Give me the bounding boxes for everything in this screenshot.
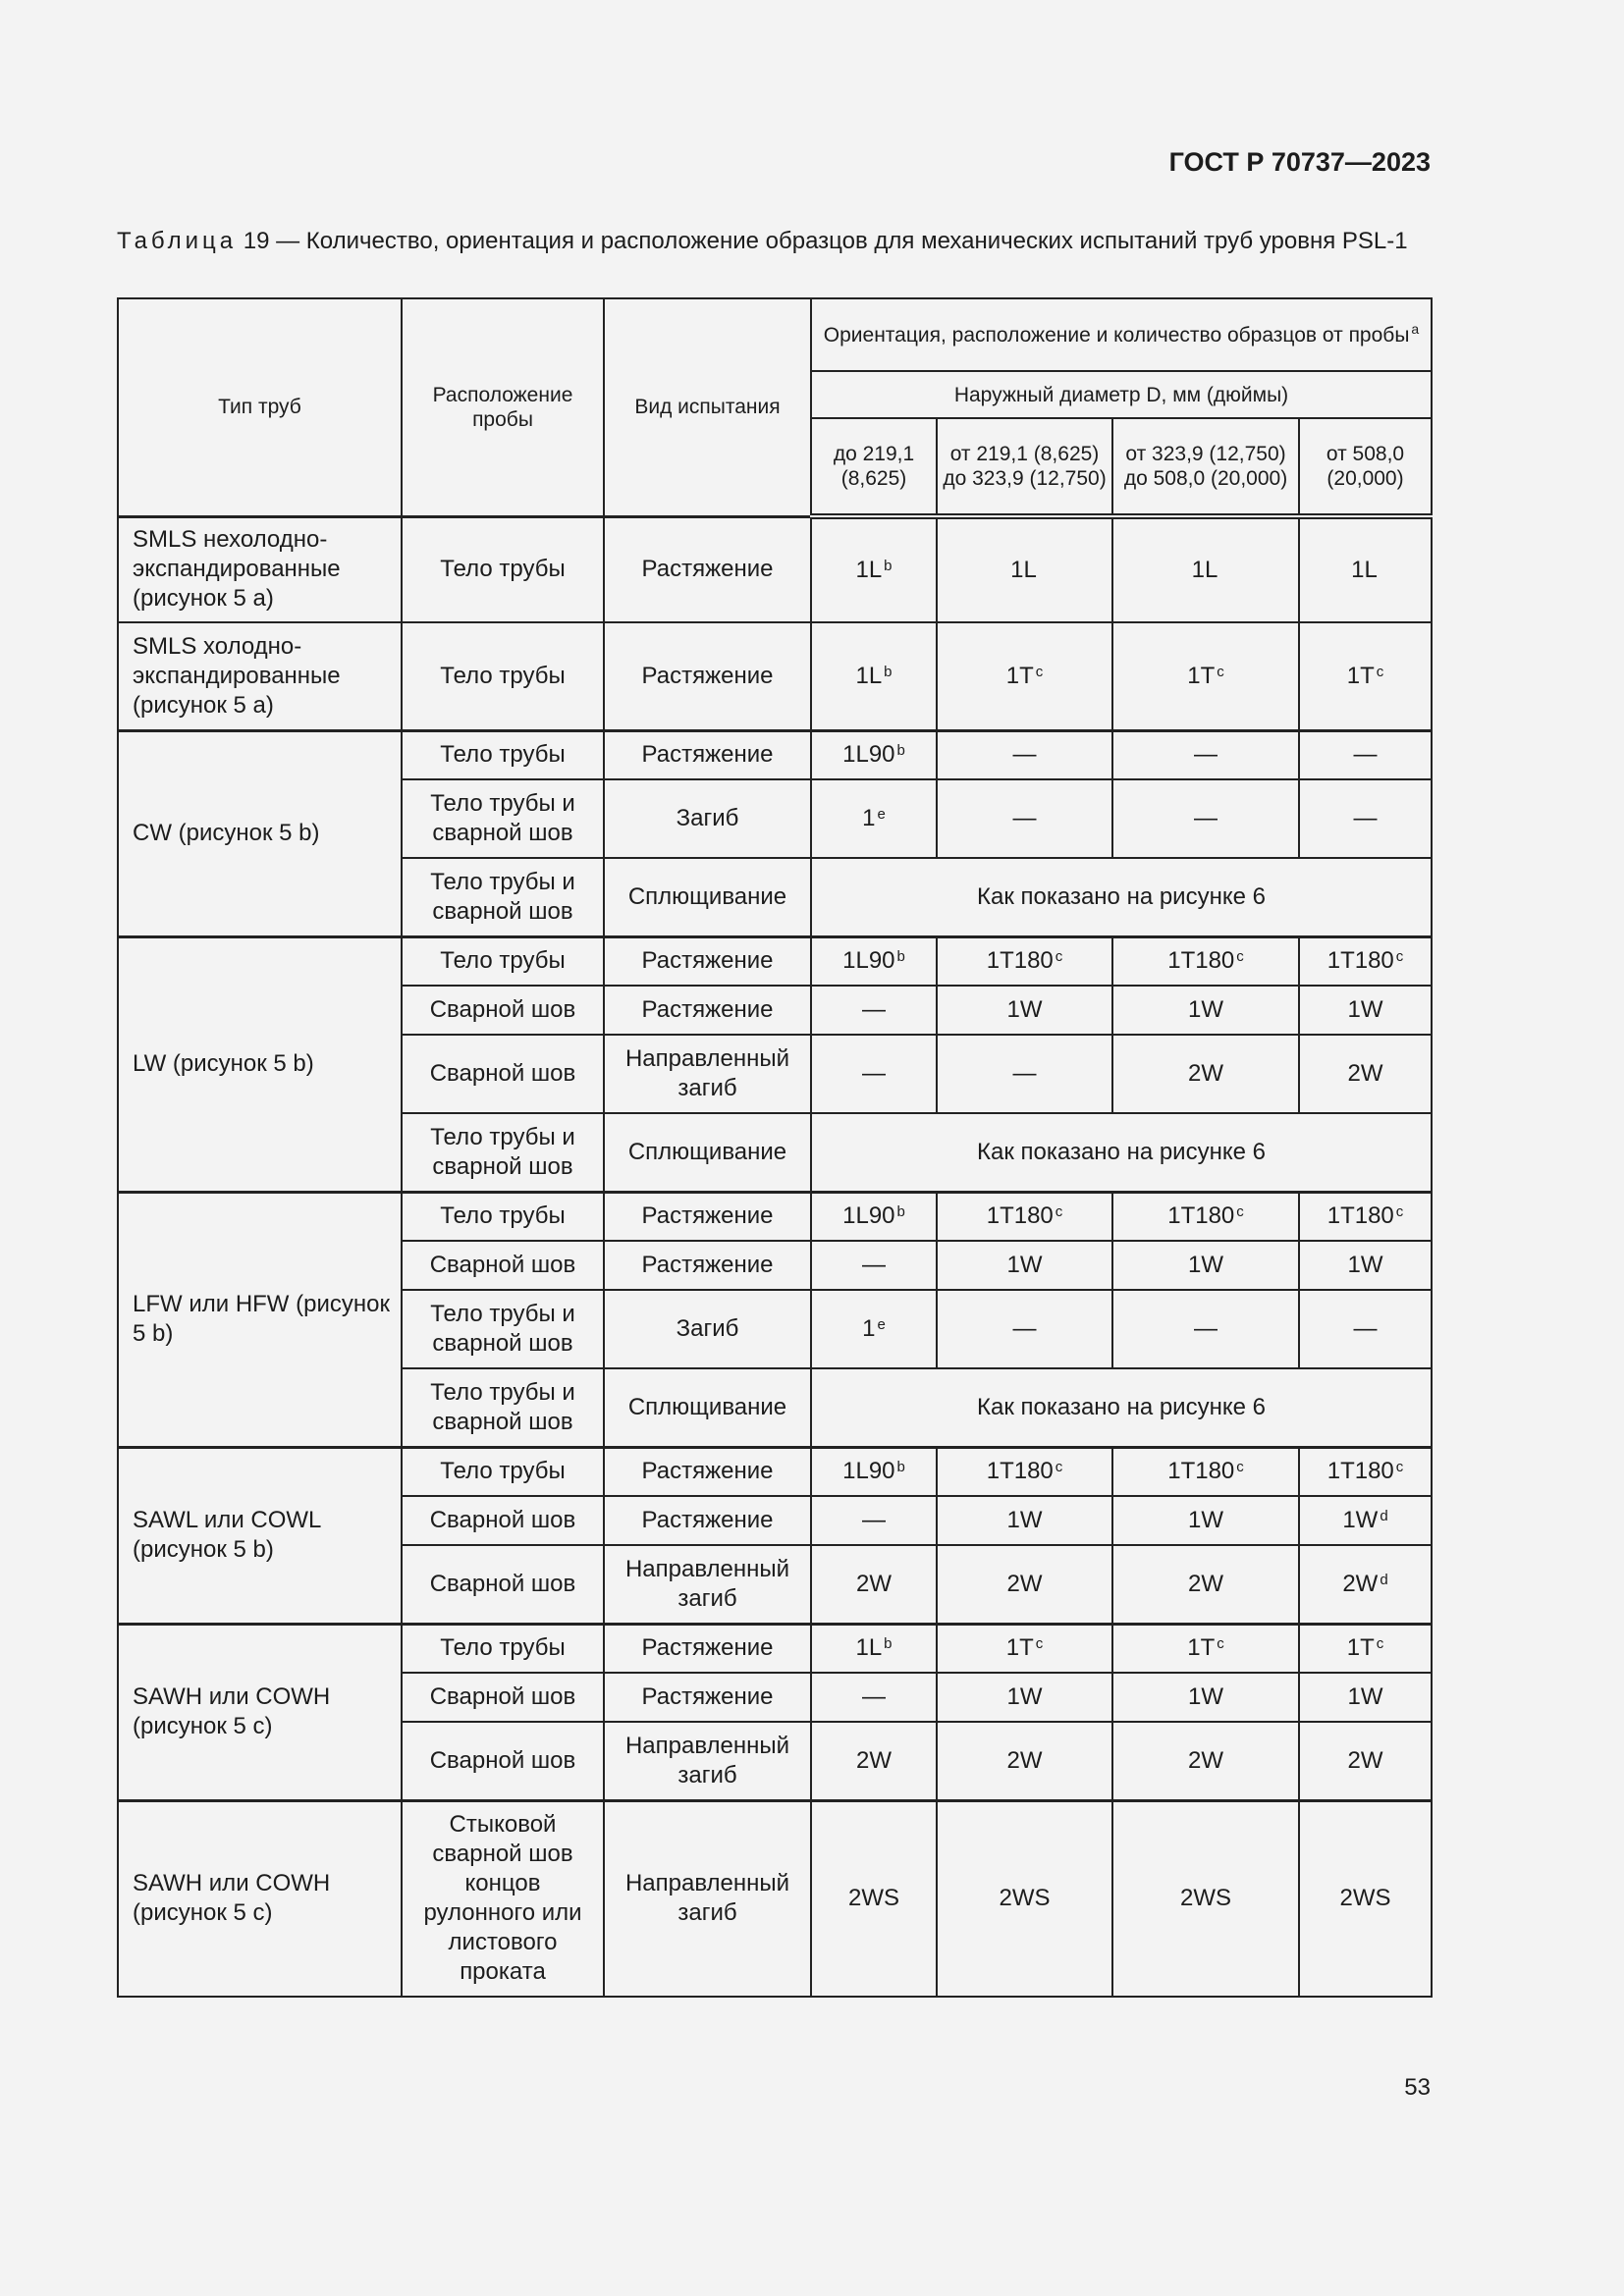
header-diameter-1: до 219,1 (8,625) xyxy=(811,418,937,516)
location-cell: Тело трубы и сварной шов xyxy=(402,1113,604,1192)
value-cell: — xyxy=(1299,730,1432,779)
test-cell: Направленный загиб xyxy=(604,1545,811,1624)
value-cell: — xyxy=(811,1241,937,1290)
table-row xyxy=(118,1192,1432,1241)
value-cell: 1W xyxy=(1112,1241,1299,1290)
value-cell: 2W xyxy=(1112,1722,1299,1800)
value-cell: 1L90 $^b$ xyxy=(811,730,937,779)
value-cell: — xyxy=(1299,1290,1432,1368)
pipe-type-cell: CW (рисунок 5 b) xyxy=(118,730,402,936)
merged-value-cell: Как показано на рисунке 6 xyxy=(811,1368,1432,1447)
test-cell: Направленный загиб xyxy=(604,1800,811,1997)
pipe-type-cell: SAWH или COWH (рисунок 5 c) xyxy=(118,1800,402,1997)
pipe-type-cell: SAWH или COWH (рисунок 5 c) xyxy=(118,1624,402,1800)
merged-value-cell: Как показано на рисунке 6 xyxy=(811,1113,1432,1192)
merged-value-cell: Как показано на рисунке 6 xyxy=(811,858,1432,936)
pipe-type-cell: LW (рисунок 5 b) xyxy=(118,936,402,1192)
value-cell: 1W xyxy=(1299,1673,1432,1722)
header-pipe-type: Тип труб xyxy=(118,298,402,516)
test-cell: Сплющивание xyxy=(604,1113,811,1192)
value-cell: 1T180 $^c$ xyxy=(1112,936,1299,986)
value-cell: — xyxy=(937,1290,1112,1368)
location-cell: Тело трубы xyxy=(402,936,604,986)
table-row xyxy=(118,1447,1432,1496)
header-orientation-text: Ориентация, расположение и количество образцов от пробы xyxy=(823,323,1410,347)
header-diameter-4: от 508,0 (20,000) xyxy=(1299,418,1432,516)
value-cell: 1T $^c$ xyxy=(937,622,1112,730)
value-cell: 2WS xyxy=(937,1800,1112,1997)
value-cell: 1T180 $^c$ xyxy=(937,1447,1112,1496)
table-row xyxy=(118,730,1432,779)
pipe-type-cell: SMLS холодно-экспандированные (рисунок 5 a) xyxy=(118,622,402,730)
value-cell: 2W xyxy=(937,1722,1112,1800)
test-cell: Растяжение xyxy=(604,1624,811,1673)
value-cell: — xyxy=(1112,730,1299,779)
value-cell: 2W xyxy=(811,1722,937,1800)
header-orientation xyxy=(811,298,1432,371)
location-cell: Сварной шов xyxy=(402,1035,604,1113)
value-cell: — xyxy=(811,1496,937,1545)
header-diameter-3: от 323,9 (12,750) до 508,0 (20,000) xyxy=(1112,418,1299,516)
sample-table xyxy=(117,297,1433,1998)
value-cell: 1L xyxy=(1299,516,1432,622)
value-cell: 2W xyxy=(811,1545,937,1624)
value-cell: 1L xyxy=(1112,516,1299,622)
value-cell: — xyxy=(1299,779,1432,858)
value-cell: 1L90 $^b$ xyxy=(811,1192,937,1241)
table-caption xyxy=(117,226,1431,256)
location-cell: Тело трубы и сварной шов xyxy=(402,1290,604,1368)
value-cell: 1W xyxy=(1299,986,1432,1035)
test-cell: Направленный загиб xyxy=(604,1035,811,1113)
test-cell: Растяжение xyxy=(604,986,811,1035)
location-cell: Тело трубы xyxy=(402,622,604,730)
value-cell: 2W $^d$ xyxy=(1299,1545,1432,1624)
test-cell: Растяжение xyxy=(604,1192,811,1241)
value-cell: 1T180 $^c$ xyxy=(937,1192,1112,1241)
value-cell: 1T $^c$ xyxy=(1112,622,1299,730)
value-cell: — xyxy=(811,1035,937,1113)
location-cell: Тело трубы и сварной шов xyxy=(402,858,604,936)
value-cell: 1L $^b$ xyxy=(811,1624,937,1673)
header-sample-location: Расположение пробы xyxy=(402,298,604,516)
table-row xyxy=(118,936,1432,986)
location-cell: Сварной шов xyxy=(402,986,604,1035)
value-cell: 1T $^c$ xyxy=(1112,1624,1299,1673)
test-cell: Загиб xyxy=(604,779,811,858)
test-cell: Загиб xyxy=(604,1290,811,1368)
location-cell: Тело трубы xyxy=(402,1447,604,1496)
value-cell: 1W xyxy=(937,986,1112,1035)
value-cell: 1T $^c$ xyxy=(937,1624,1112,1673)
test-cell: Растяжение xyxy=(604,1241,811,1290)
test-cell: Растяжение xyxy=(604,730,811,779)
value-cell: — xyxy=(937,779,1112,858)
value-cell: — xyxy=(937,1035,1112,1113)
value-cell: — xyxy=(811,1673,937,1722)
test-cell: Растяжение xyxy=(604,622,811,730)
table-row xyxy=(118,622,1432,730)
location-cell: Тело трубы xyxy=(402,1624,604,1673)
value-cell: 1L90 $^b$ xyxy=(811,1447,937,1496)
test-cell: Направленный загиб xyxy=(604,1722,811,1800)
pipe-type-cell: LFW или HFW (рисунок 5 b) xyxy=(118,1192,402,1447)
value-cell: 2WS xyxy=(811,1800,937,1997)
location-cell: Сварной шов xyxy=(402,1722,604,1800)
value-cell: 2WS xyxy=(1299,1800,1432,1997)
value-cell: 1W xyxy=(1299,1241,1432,1290)
value-cell: 2W xyxy=(1112,1545,1299,1624)
pipe-type-cell: SMLS нехолодно-экспандированные (рисунок 5 a) xyxy=(118,516,402,622)
value-cell: 2WS xyxy=(1112,1800,1299,1997)
document-code: ГОСТ Р 70737—2023 xyxy=(1168,147,1431,177)
location-cell: Тело трубы и сварной шов xyxy=(402,1368,604,1447)
value-cell: 1L $^b$ xyxy=(811,622,937,730)
value-cell: 1T180 $^c$ xyxy=(1299,1447,1432,1496)
test-cell: Растяжение xyxy=(604,1496,811,1545)
location-cell: Тело трубы xyxy=(402,1192,604,1241)
pipe-type-cell: SAWL или COWL (рисунок 5 b) xyxy=(118,1447,402,1624)
value-cell: 2W xyxy=(937,1545,1112,1624)
value-cell: 1T $^c$ xyxy=(1299,622,1432,730)
value-cell: 1T180 $^c$ xyxy=(1299,936,1432,986)
value-cell: 2W xyxy=(1112,1035,1299,1113)
caption-text: 19 — Количество, ориентация и расположение образцов для механических испытаний труб уровня PSL-1 xyxy=(237,228,1408,254)
value-cell: 1L xyxy=(937,516,1112,622)
value-cell: — xyxy=(937,730,1112,779)
table-row xyxy=(118,1624,1432,1673)
test-cell: Растяжение xyxy=(604,1673,811,1722)
header-diameter-2: от 219,1 (8,625) до 323,9 (12,750) xyxy=(937,418,1112,516)
caption-prefix: Таблица xyxy=(117,228,238,254)
test-cell: Сплющивание xyxy=(604,858,811,936)
value-cell: 1L $^b$ xyxy=(811,516,937,622)
location-cell: Стыковой сварной шов концов рулонного или листового проката xyxy=(402,1800,604,1997)
location-cell: Тело трубы и сварной шов xyxy=(402,779,604,858)
value-cell: 1T180 $^c$ xyxy=(1299,1192,1432,1241)
test-cell: Растяжение xyxy=(604,936,811,986)
value-cell: 1L90 $^b$ xyxy=(811,936,937,986)
page-number: 53 xyxy=(1404,2074,1431,2101)
location-cell: Тело трубы xyxy=(402,730,604,779)
value-cell: 1W xyxy=(1112,1496,1299,1545)
test-cell: Сплющивание xyxy=(604,1368,811,1447)
test-cell: Растяжение xyxy=(604,1447,811,1496)
value-cell: 1W $^d$ xyxy=(1299,1496,1432,1545)
footnote-a: a xyxy=(1411,320,1420,337)
header-test-type: Вид испытания xyxy=(604,298,811,516)
value-cell: — xyxy=(1112,1290,1299,1368)
value-cell: 1T $^c$ xyxy=(1299,1624,1432,1673)
value-cell: 1W xyxy=(1112,1673,1299,1722)
table-row xyxy=(118,516,1432,622)
value-cell: 2W xyxy=(1299,1722,1432,1800)
value-cell: 2W xyxy=(1299,1035,1432,1113)
value-cell: 1T180 $^c$ xyxy=(937,936,1112,986)
table-row xyxy=(118,1800,1432,1997)
test-cell: Растяжение xyxy=(604,516,811,622)
value-cell: 1W xyxy=(937,1496,1112,1545)
value-cell: 1W xyxy=(937,1241,1112,1290)
value-cell: 1W xyxy=(937,1673,1112,1722)
value-cell: — xyxy=(811,986,937,1035)
value-cell: 1T180 $^c$ xyxy=(1112,1192,1299,1241)
value-cell: — xyxy=(1112,779,1299,858)
location-cell: Тело трубы xyxy=(402,516,604,622)
value-cell: 1 $^e$ xyxy=(811,779,937,858)
value-cell: 1W xyxy=(1112,986,1299,1035)
location-cell: Сварной шов xyxy=(402,1545,604,1624)
header-outer-diameter: Наружный диаметр D, мм (дюймы) xyxy=(811,371,1432,418)
location-cell: Сварной шов xyxy=(402,1673,604,1722)
location-cell: Сварной шов xyxy=(402,1241,604,1290)
location-cell: Сварной шов xyxy=(402,1496,604,1545)
value-cell: 1 $^e$ xyxy=(811,1290,937,1368)
value-cell: 1T180 $^c$ xyxy=(1112,1447,1299,1496)
